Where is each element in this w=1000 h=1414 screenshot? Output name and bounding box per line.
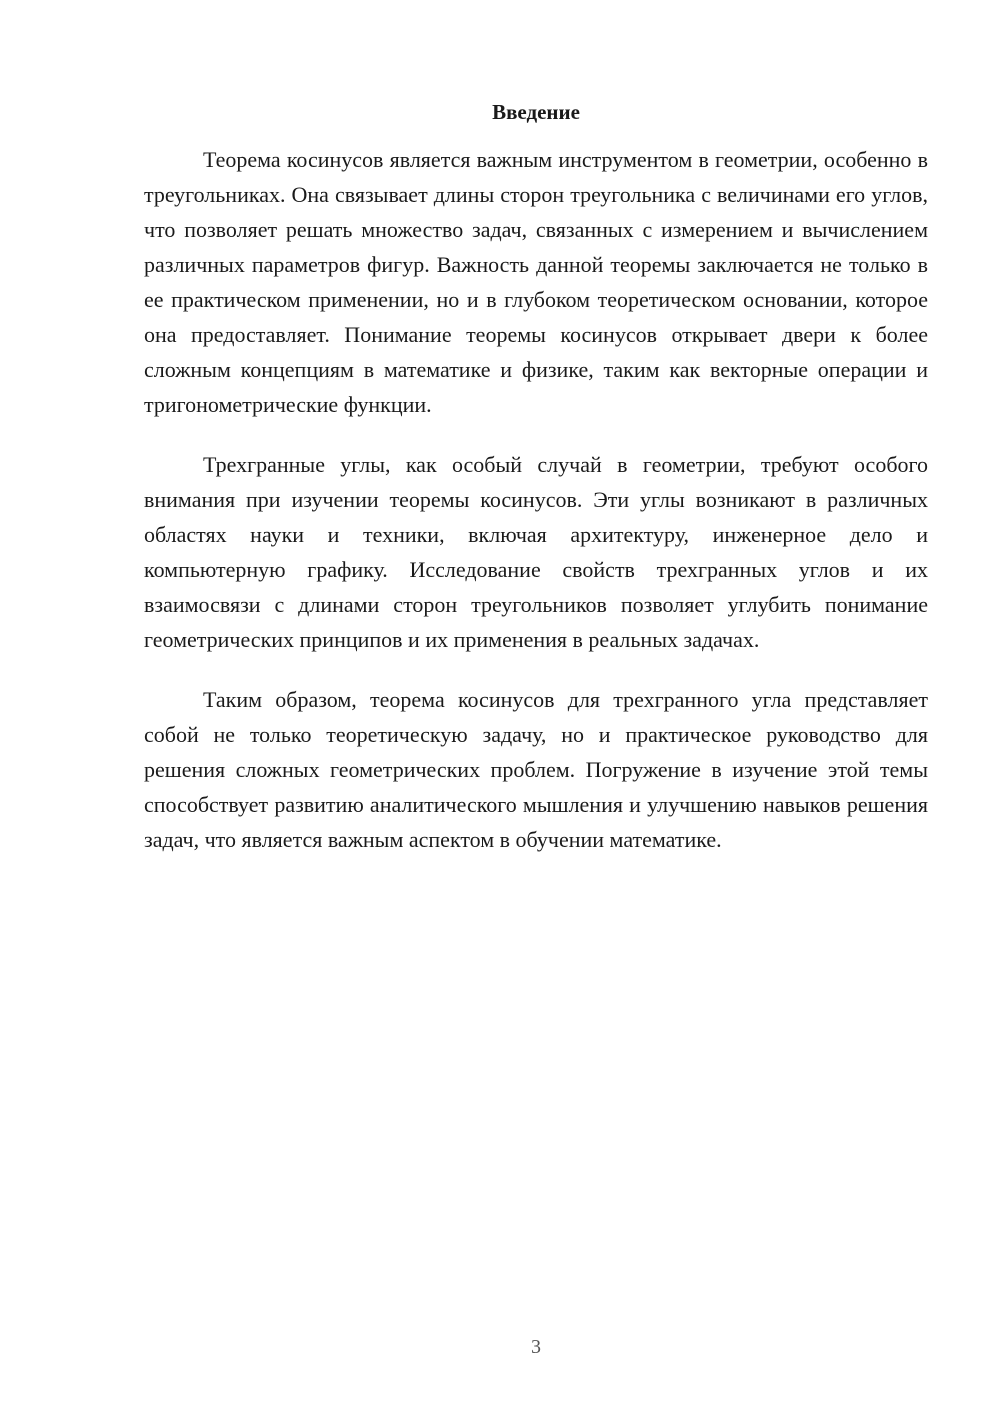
paragraph-1: Теорема косинусов является важным инструментом в геометрии, особенно в треугольниках. Она связывает длины сторон треугольника с величинами его углов, что позволяет решать множество задач, связанных с измерением и вычислением различных параметров фигур. Важность данной теоремы заключается не только в ее практическом применении, но и в глубоком теоретическом основании, которое она предоставляет. Понимание теоремы косинусов открывает двери к более сложным концепциям в математике и физике, таким как векторные операции и тригонометрические функции. [144, 147, 928, 417]
paragraph-3: Таким образом, теорема косинусов для трехгранного угла представляет собой не только теоретическую задачу, но и практическое руководство для решения сложных геометрических проблем. Погружение в изучение этой темы способствует развитию аналитического мышления и улучшению навыков решения задач, что является важным аспектом в обучении математике. [144, 687, 928, 852]
body-text [144, 142, 928, 882]
paragraph-2: Трехгранные углы, как особый случай в геометрии, требуют особого внимания при изучении теоремы косинусов. Эти углы возникают в различных областях науки и техники, включая архитектуру, инженерное дело и компьютерную графику. Исследование свойств трехгранных углов и их взаимосвязи с длинами сторон треугольников позволяет углубить понимание геометрических принципов и их применения в реальных задачах. [144, 452, 928, 652]
document-page [144, 0, 928, 1414]
section-title: Введение [492, 100, 580, 124]
page-number: 3 [531, 1336, 541, 1358]
